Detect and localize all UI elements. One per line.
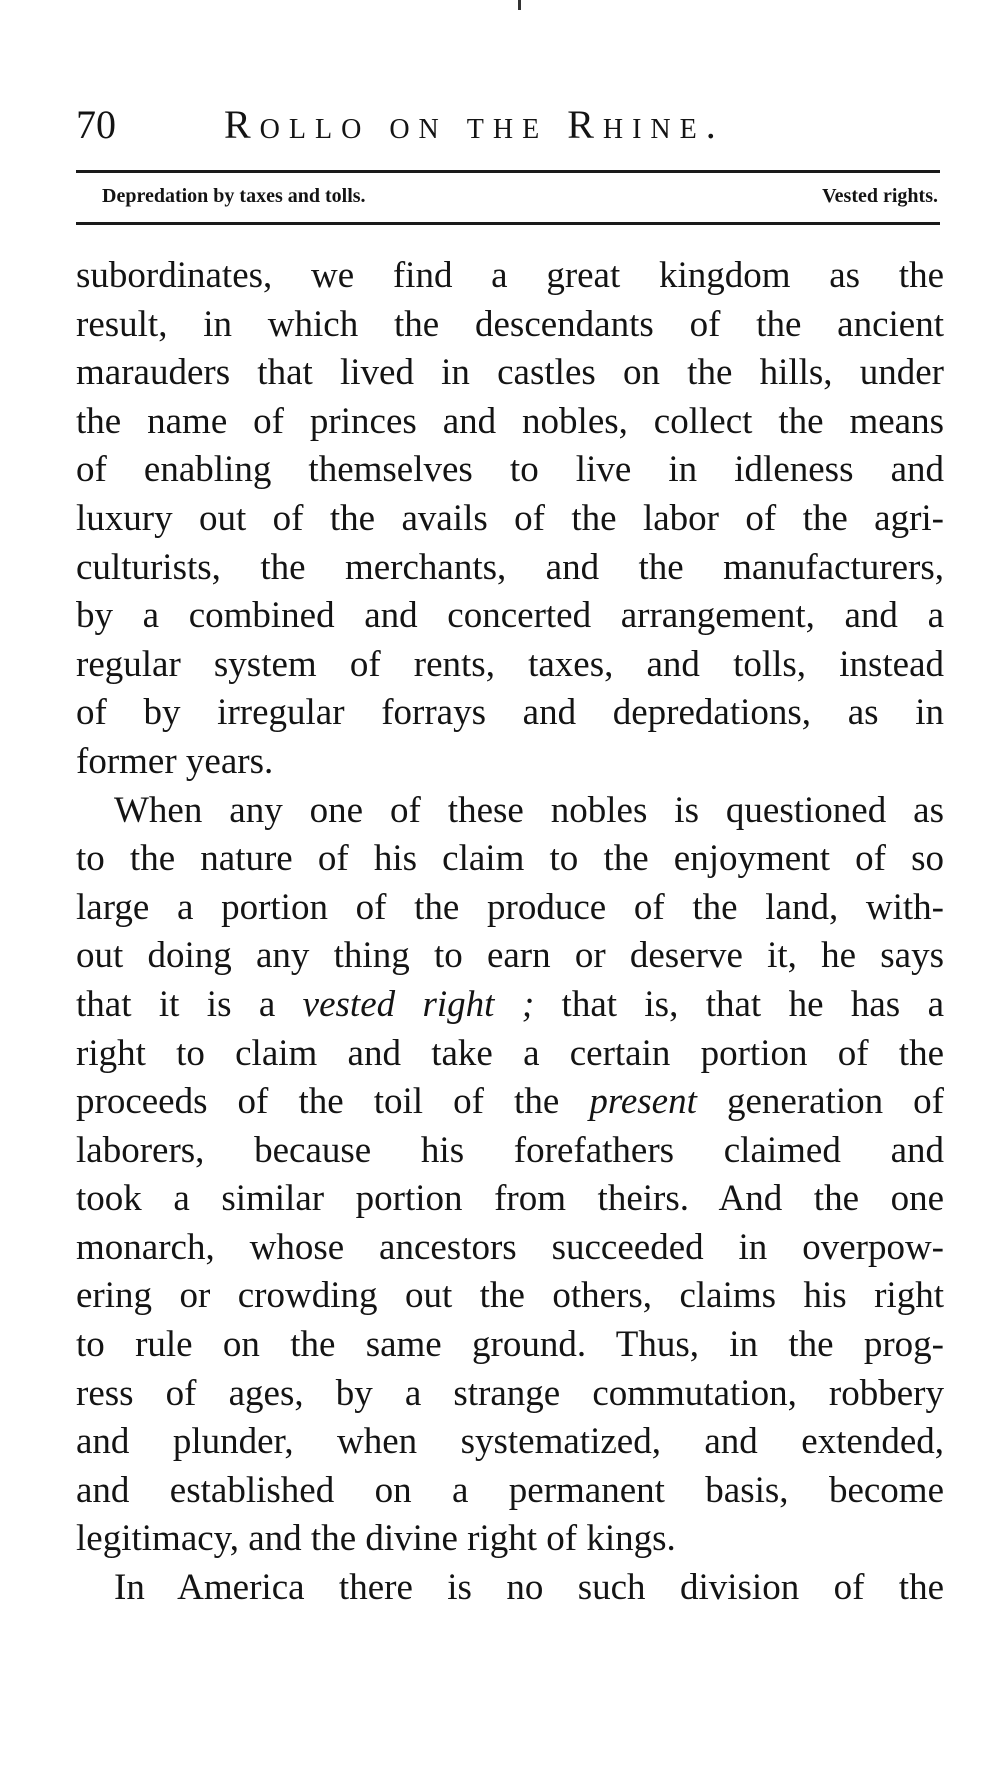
scan-mark: [518, 0, 521, 10]
text-segment: proceeds of the toil of the: [76, 1081, 590, 1123]
text-line: the name of princes and nobles, collect the means: [76, 400, 944, 442]
page-number: 70: [76, 102, 116, 147]
text-line: ering or crowding out the others, claims his right: [76, 1275, 944, 1317]
text-line: culturists, the merchants, and the manufacturers,: [76, 546, 944, 588]
text-line: [76, 1078, 944, 1127]
header-rule-bottom: [76, 222, 940, 225]
text-line: marauders that lived in castles on the hills, under: [76, 352, 944, 394]
text-line: took a similar portion from theirs. And the one: [76, 1178, 944, 1220]
text-line: In America there is no such division of the: [114, 1567, 944, 1609]
text-segment: generation of: [696, 1081, 944, 1123]
text-line: to the nature of his claim to the enjoyment of so: [76, 838, 944, 880]
text-line: large a portion of the produce of the land, with-: [76, 886, 944, 928]
text-line: monarch, whose ancestors succeeded in overpow-: [76, 1226, 944, 1268]
italic-phrase: vested right ;: [302, 983, 535, 1025]
text-line: by a combined and concerted arrangement, and a: [76, 595, 944, 637]
text-line: result, in which the descendants of the ancient: [76, 303, 944, 345]
side-header-left: Depredation by taxes and tolls.: [102, 185, 366, 207]
text-segment: that is, that he has a: [534, 983, 944, 1025]
text-line: ress of ages, by a strange commutation, robbery: [76, 1372, 944, 1414]
side-header-right: Vested rights.: [822, 185, 938, 207]
text-segment: that it is a: [76, 983, 303, 1025]
text-line: When any one of these nobles is questioned as: [114, 789, 944, 831]
text-line: out doing any thing to earn or deserve it, he says: [76, 935, 944, 977]
text-line: legitimacy, and the divine right of kings.: [76, 1518, 676, 1560]
text-line: subordinates, we find a great kingdom as the: [76, 255, 944, 296]
text-line: laborers, because his forefathers claimed and: [76, 1129, 944, 1171]
running-title: Rollo on the Rhine.: [224, 102, 725, 147]
text-line: to rule on the same ground. Thus, in the prog-: [76, 1324, 944, 1366]
body-text: [76, 252, 944, 1613]
text-line: and plunder, when systematized, and extended,: [76, 1421, 944, 1463]
text-line: regular system of rents, taxes, and tolls, instead: [76, 643, 944, 685]
text-line: of enabling themselves to live in idleness and: [76, 449, 944, 491]
text-line: former years.: [76, 740, 274, 782]
text-line: of by irregular forrays and depredations, as in: [76, 692, 944, 734]
text-line: [76, 981, 944, 1030]
header-rule-top: [76, 170, 940, 173]
page-header: [76, 95, 956, 155]
text-line: and established on a permanent basis, become: [76, 1469, 944, 1511]
text-line: right to claim and take a certain portion of the: [76, 1032, 944, 1074]
italic-phrase: present: [589, 1081, 697, 1123]
text-line: luxury out of the avails of the labor of the agri-: [76, 497, 944, 539]
